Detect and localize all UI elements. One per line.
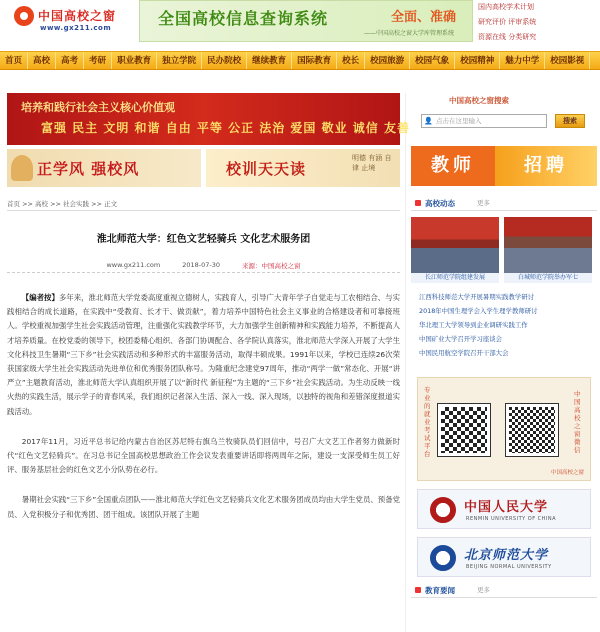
qr-code-icon xyxy=(506,404,558,456)
study-style-banner[interactable] xyxy=(7,149,201,187)
nav-item-vocational[interactable]: 职业教育 xyxy=(112,52,157,69)
thumb-caption: 白城师范学院举办军七 xyxy=(504,273,592,283)
banner-title: 全国高校信息查询系统 xyxy=(158,9,329,28)
university-name-en: BEIJING NORMAL UNIVERSITY xyxy=(466,564,552,570)
campus-thumbs xyxy=(411,217,597,283)
site-search xyxy=(411,93,597,133)
study-style-title: 正学风 强校风 xyxy=(37,160,140,178)
nav-item-weather[interactable]: 校园气象 xyxy=(410,52,455,69)
top-link[interactable]: 国内高校学术计划 xyxy=(478,3,534,11)
recruit-hiring: 招聘 xyxy=(495,146,597,186)
thumb-caption: 长江师范学院组建发展 xyxy=(411,273,499,283)
university-emblem-icon xyxy=(430,545,456,571)
university-name-en: RENMIN UNIVERSITY OF CHINA xyxy=(466,516,557,522)
banner-pair xyxy=(7,149,400,187)
paragraph-text: 多年来，淮北师范大学党委高度重视立德树人，实践育人，引导广大青年学子自觉走与工农相结合、与实践相结合的成长道路，在实践中“受教育、长才干、做贡献”，着力培养中国特色社会主义事业的合格建设者和可靠接班人。学校重视加强学生社会实践活动管理，注重强化实践教学环节，大力加强学生创新精神和实践能力培养，不断提高人才培养质量。在校党委的领导下，校团委精心组织、各部门协调配合、各学院认真落实，淮北师范大学深入开展了大学生文化科技卫生暑期“三下乡”社会实践活动和多种形式的丰富服务活动，取得丰硕成果。1991年以来，学校已连续26次荣获国家级大学生社会实践活动先进单位和优秀服务团队称号。为隆重纪念建党97周年，推动“两学一做”常态化、开展“讲严立”主题教育活动，淮北师范大学认真组织开展了以“新时代 新征程”为主题的“三下乡”社会实践活动。为生动反映一线火热的实践生活，展示学子的青春风采，我们组织记者深入生活、深入一线、深入现场，以独特的视角和差错深度报道实践活动。 xyxy=(7,293,400,416)
campus-news-list xyxy=(411,290,597,360)
nav-item-continuing[interactable]: 继续教育 xyxy=(247,52,292,69)
motto-banner[interactable] xyxy=(206,149,400,187)
column-divider xyxy=(405,93,406,632)
article-paragraph: 2017年11月，习近平总书记给内蒙古自治区苏尼特右旗乌兰牧骑队员们回信中，号召广大文艺工作者努力做新时代“红色文艺轻骑兵”。在习总书记全国高校思想政治工作会议发表重要讲话即将两周年之际，建设一支深受师生员工好评、服务基层社会的红色文艺小分队势在必行。 xyxy=(7,436,400,475)
campus-news-title: 高校动态 xyxy=(425,199,455,208)
news-link[interactable]: 江西科技师范大学开展暑期实践教学研讨 xyxy=(419,293,535,301)
core-values-list: 富强 民主 文明 和谐 自由 平等 公正 法治 爱国 敬业 诚信 友善 xyxy=(41,121,410,135)
nav-item-spirit[interactable]: 校园精神 xyxy=(455,52,500,69)
search-button[interactable]: 搜索 xyxy=(555,114,585,128)
search-input[interactable]: 👤 点击在这里输入 xyxy=(421,114,547,128)
lantern-icon xyxy=(11,155,33,181)
article-body xyxy=(7,291,400,522)
nav-item-kaoyan[interactable]: 考研 xyxy=(84,52,112,69)
campus-thumb[interactable] xyxy=(504,217,592,283)
qr-code-icon xyxy=(438,404,490,456)
core-values-banner[interactable] xyxy=(7,93,410,145)
article-date: 2018-07-30 xyxy=(182,261,221,269)
edu-news-more[interactable]: 更多 xyxy=(477,586,490,594)
university-banner-bnu[interactable] xyxy=(417,537,591,577)
nav-item-independent[interactable]: 独立学院 xyxy=(157,52,202,69)
edu-news-header xyxy=(411,585,597,598)
motto-side: 明德 有涵 自律 止境 xyxy=(352,154,392,172)
thumb-image xyxy=(504,217,592,273)
editor-note-label: 【编者按】 xyxy=(21,293,59,302)
campus-news-more[interactable]: 更多 xyxy=(477,199,490,207)
news-link[interactable]: 2018年中国生理学会入学生理学教师研讨 xyxy=(419,307,538,315)
nav-item-video[interactable]: 校园影视 xyxy=(545,52,590,69)
banner-slogan: 全面、准确 xyxy=(390,10,456,25)
sidebar xyxy=(411,93,597,598)
core-values-title: 培养和践行社会主义核心价值观 xyxy=(21,101,175,114)
qr-code-panel xyxy=(417,377,591,481)
qr-bottom-label: 中国高校之窗 xyxy=(550,470,584,476)
article-paragraph xyxy=(7,291,400,419)
logo-icon xyxy=(14,6,34,26)
article-title: 淮北师范大学：红色文艺轻骑兵 文化艺术服务团 xyxy=(96,234,311,245)
edu-news-title: 教育要闻 xyxy=(425,586,455,595)
news-link[interactable]: 中国矿业大学召开学习座谈会 xyxy=(419,335,503,343)
news-link[interactable]: 华北理工大学领导到企业调研实践工作 xyxy=(419,321,528,329)
site-header xyxy=(0,0,600,48)
nav-item-colleges[interactable]: 高校 xyxy=(28,52,56,69)
teacher-recruit-banner[interactable] xyxy=(411,146,597,186)
university-name: 北京师范大学 xyxy=(464,548,549,563)
logo-text: 中国高校之窗 xyxy=(38,9,117,23)
nav-item-president[interactable]: 校长 xyxy=(337,52,365,69)
breadcrumb[interactable]: 首页 >> 高校 >> 社会实践 >> 正文 xyxy=(7,199,400,211)
news-link[interactable]: 中国民用航空学院召开干部大会 xyxy=(419,349,509,357)
nav-item-middle-school[interactable]: 魅力中学 xyxy=(500,52,545,69)
thumb-image xyxy=(411,217,499,273)
article-paragraph: 暑期社会实践“三下乡”全国重点团队——淮北师范大学红色文艺轻骑兵文化艺术服务团成员均由大学生党员、预备党员、入党积极分子和优秀团、团干组成。该团队开展了主题 xyxy=(7,495,400,519)
recruit-teacher: 教师 xyxy=(411,146,495,186)
logo-url: www.gx211.com xyxy=(40,24,112,32)
site-logo[interactable] xyxy=(14,4,132,40)
article-meta xyxy=(7,261,400,273)
nav-item-travel[interactable]: 校园旅游 xyxy=(365,52,410,69)
main-column xyxy=(7,93,410,538)
search-title: 中国高校之窗搜索 xyxy=(449,96,509,105)
article-site: www.gx211.com xyxy=(106,261,161,269)
university-banner-ruc[interactable] xyxy=(417,489,591,529)
top-link[interactable]: 资源在线 分类研究 xyxy=(478,33,537,41)
top-links xyxy=(478,0,596,45)
university-emblem-icon xyxy=(430,497,456,523)
qr-left-label: 专业的就业考试平台 xyxy=(424,386,431,458)
nav-item-private[interactable]: 民办院校 xyxy=(202,52,247,69)
qr-right-label: 中国高校之窗微信 xyxy=(574,390,581,454)
article-source: 来源：中国高校之窗 xyxy=(242,262,301,270)
top-link[interactable]: 研究评价 评审系统 xyxy=(478,18,537,26)
motto-title: 校训天天读 xyxy=(226,160,307,178)
university-name: 中国人民大学 xyxy=(464,500,549,515)
campus-news-header xyxy=(411,198,597,211)
query-system-banner[interactable] xyxy=(139,0,473,42)
campus-thumb[interactable] xyxy=(411,217,499,283)
banner-sub: ——中国高校之窗大学库管理系统 xyxy=(363,30,454,37)
nav-item-international[interactable]: 国际教育 xyxy=(292,52,337,69)
nav-item-gaokao[interactable]: 高考 xyxy=(56,52,84,69)
nav-item-home[interactable]: 首页 xyxy=(0,52,28,69)
main-nav xyxy=(0,51,600,70)
